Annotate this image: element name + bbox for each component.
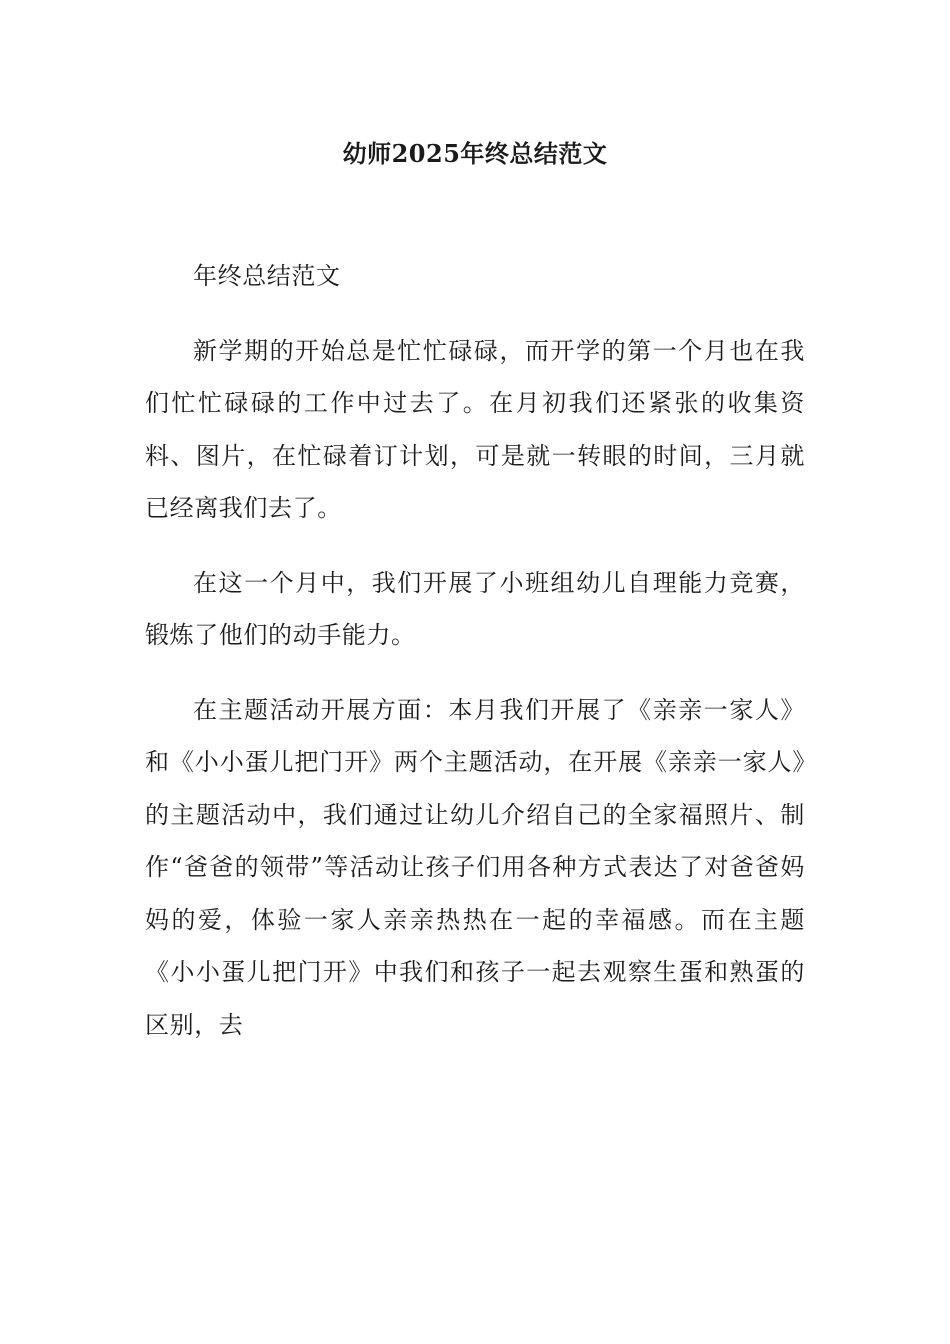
paragraph-3: 在主题活动开展方面：本月我们开展了《亲亲一家人》和《小小蛋儿把门开》两个主题活动，在开展《亲亲一家人》的主题活动中，我们通过让幼儿介绍自己的全家福照片、制作“爸爸的领带”等活动让孩子们用各种方式表达了对爸爸妈妈的爱，体验一家人亲亲热热在一起的幸福感。而在主题《小小蛋儿把门开》中我们和孩子一起去观察生蛋和熟蛋的区别，去 xyxy=(145,695,805,1039)
document-title: 幼师2025年终总结范文 xyxy=(342,139,608,168)
paragraph-1: 新学期的开始总是忙忙碌碌，而开学的第一个月也在我们忙忙碌碌的工作中过去了。在月初我们还紧张的收集资料、图片，在忙碌着订计划，可是就一转眼的时间，三月就已经离我们去了。 xyxy=(145,336,805,522)
document-body xyxy=(145,250,805,1073)
paragraph-2: 在这一个月中，我们开展了小班组幼儿自理能力竞赛，锻炼了他们的动手能力。 xyxy=(145,568,805,649)
paragraph-heading: 年终总结范文 xyxy=(193,262,341,290)
